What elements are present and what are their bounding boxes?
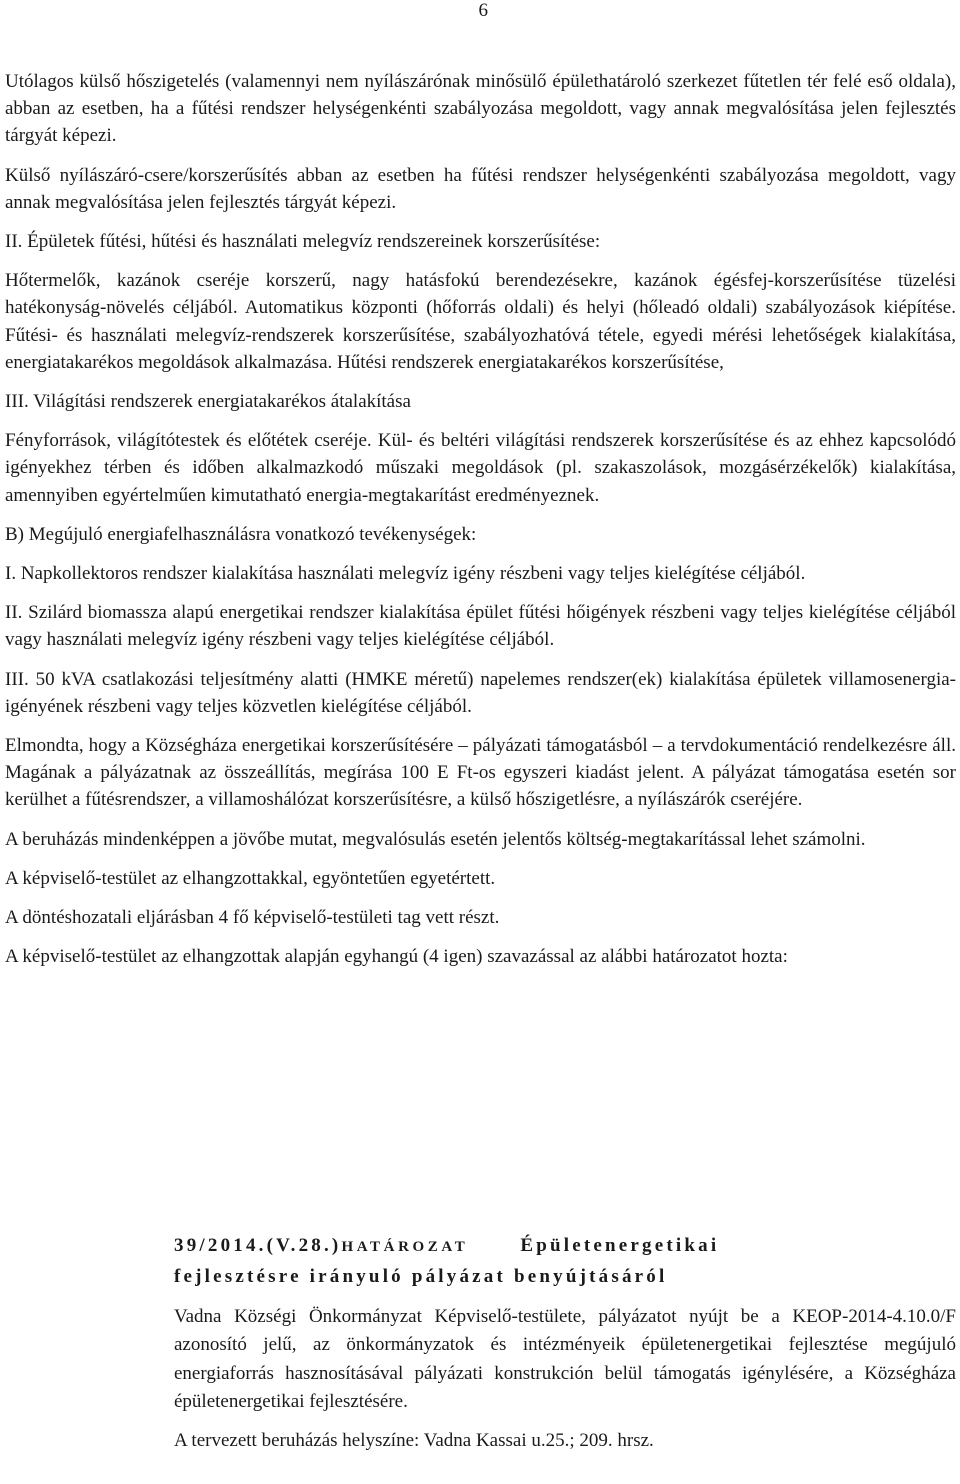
paragraph-statement: Elmondta, hogy a Községháza energetikai korszerűsítésére – pályázati támogatásból – a tervdokumentáció rendelkezésre áll. Magának a pályázatnak az összeállítás, megírása 100 E Ft-os egyszeri kiadást jelent. A pályázat támogatása esetén sor kerülhet a fűtésrendszer, a villamoshálózat korszerűsítésre, a külső hőszigetlésre, a nyílászárók cseréjére. bbox=[5, 735, 956, 811]
paragraph-vote: A képviselő-testület az elhangzottak alapján egyhangú (4 igen) szavazással az alábbi határozatot hozta: bbox=[5, 946, 788, 968]
paragraph-solar-collector: I. Napkollektoros rendszer kialakítása használati melegvíz igény részbeni vagy teljes kielégítése céljából. bbox=[5, 563, 806, 585]
resolution-number: 39/2014.(V.28.) bbox=[174, 1235, 342, 1256]
resolution-title-part2: fejlesztésre irányuló pályázat benyújtásáról bbox=[174, 1266, 668, 1287]
paragraph-lighting: Fényforrások, világítótestek és előtétek cseréje. Kül- és beltéri világítási rendszerek korszerűsítése és az ehhez kapcsolódó igényekhez térben és időben alkalmazkodó műszaki megoldások (pl. szakaszolások, mozgásérzékelők) kialakítása, amennyiben egyértelműen kimutatható energia-megtakarítást eredményeznek. bbox=[5, 430, 956, 506]
resolution-location: A tervezett beruházás helyszíne: Vadna Kassai u.25.; 209. hrsz. bbox=[174, 1429, 654, 1451]
paragraph-agreement: A képviselő-testület az elhangzottakkal, egyöntetűen egyetértett. bbox=[5, 867, 496, 889]
resolution-body: Vadna Községi Önkormányzat Képviselő-testülete, pályázatot nyújt be a KEOP-2014-4.10.0/F azonosító jelű, az önkormányzatok és intézményeik épületenergetikai fejlesztése megújuló energiaforrás hasznosításával pályázati konstrukción belül támogatás igénylésére, a Községháza épületenergetikai fejlesztésére. bbox=[174, 1306, 956, 1413]
paragraph-investment: A beruházás mindenképpen a jövőbe mutat, megvalósulás esetén jelentős költség-megtakarítással lehet számolni. bbox=[5, 828, 866, 850]
paragraph-window-replacement: Külső nyílászáró-csere/korszerűsítés abban az esetben ha fűtési rendszer helységenkénti szabályozása megoldott, vagy annak megvalósítása jelen fejlesztés tárgyát képezi. bbox=[5, 164, 956, 213]
document-body bbox=[5, 68, 956, 982]
paragraph-heating-systems: Hőtermelők, kazánok cseréje korszerű, nagy hatásfokú berendezésekre, kazánok égésfej-korszerűsítése tüzelési hatékonyság-növelés céljából. Automatikus központi (hőforrás oldali) és helyi (hőleadó oldali) szabályozások kiépítése. Fűtési- és használati melegvíz-rendszerek korszerűsítése, szabályozhatóvá tétele, egyedi mérési lehetőségek kialakítása, energiatakarékos megoldások alkalmazása. Hűtési rendszerek energiatakarékos korszerűsítése, bbox=[5, 270, 956, 373]
section-heading-renewable: B) Megújuló energiafelhasználásra vonatkozó tevékenységek: bbox=[5, 523, 477, 545]
paragraph-biomass: II. Szilárd biomassza alapú energetikai rendszer kialakítása épület fűtési hőigények részbeni vagy teljes kielégítése céljából vagy használati melegvíz igény részbeni vagy teljes kielégítése céljából. bbox=[5, 602, 956, 651]
section-heading-heating: II. Épületek fűtési, hűtési és használati melegvíz rendszereinek korszerűsítése: bbox=[5, 231, 601, 253]
resolution-block bbox=[174, 1231, 956, 1455]
page-number: 6 bbox=[478, 0, 488, 21]
paragraph-solar-panel: III. 50 kVA csatlakozási teljesítmény alatti (HMKE méretű) napelemes rendszer(ek) kialakítása épületek villamosenergia-igényének részbeni vagy teljes közvetlen kielégítése céljából. bbox=[5, 668, 956, 717]
resolution-title bbox=[174, 1231, 956, 1291]
section-heading-lighting: III. Világítási rendszerek energiatakarékos átalakítása bbox=[5, 391, 411, 413]
paragraph-insulation: Utólagos külső hőszigetelés (valamennyi nem nyílászárónak minősülő épülethatároló szerkezet fűtetlen tér felé eső oldala), abban az esetben, ha a fűtési rendszer helységenkénti szabályozása megoldott, vagy annak megvalósítása jelen fejlesztés tárgyát képezi. bbox=[5, 71, 956, 147]
paragraph-participants: A döntéshozatali eljárásban 4 fő képviselő-testületi tag vett részt. bbox=[5, 907, 500, 929]
resolution-label: HATÁROZAT bbox=[341, 1239, 469, 1255]
resolution-title-part1: Épületenergetikai bbox=[520, 1235, 720, 1256]
